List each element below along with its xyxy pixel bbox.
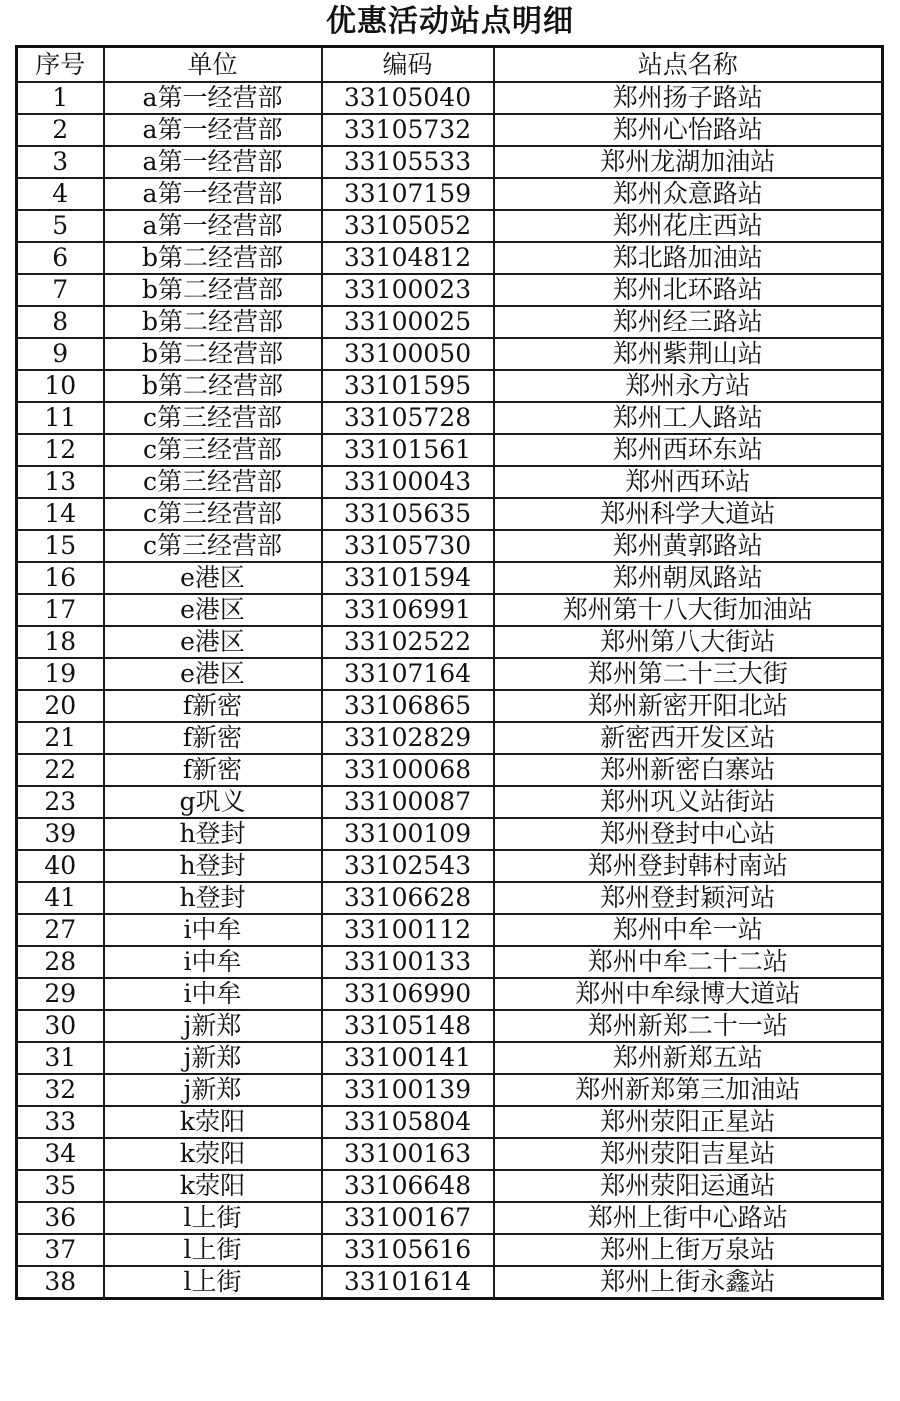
cell-unit: j新郑 (104, 1042, 322, 1074)
table-row (17, 498, 883, 530)
cell-code: 33100163 (322, 1138, 494, 1170)
cell-unit: e港区 (104, 594, 322, 626)
table-row (17, 914, 883, 946)
cell-seq: 16 (17, 562, 104, 594)
cell-code: 33105635 (322, 498, 494, 530)
cell-seq: 1 (17, 82, 104, 114)
cell-unit: f新密 (104, 754, 322, 786)
table-row (17, 1010, 883, 1042)
cell-unit: l上街 (104, 1234, 322, 1266)
table-row (17, 1106, 883, 1138)
table-row (17, 722, 883, 754)
cell-name: 郑州花庄西站 (494, 210, 883, 242)
cell-code: 33105052 (322, 210, 494, 242)
cell-name: 郑州科学大道站 (494, 498, 883, 530)
cell-name: 郑州第八大街站 (494, 626, 883, 658)
column-header-code: 编码 (322, 47, 494, 83)
cell-seq: 4 (17, 178, 104, 210)
cell-seq: 30 (17, 1010, 104, 1042)
cell-name: 郑州中牟一站 (494, 914, 883, 946)
cell-code: 33101594 (322, 562, 494, 594)
cell-unit: c第三经营部 (104, 498, 322, 530)
cell-code: 33105728 (322, 402, 494, 434)
table-row (17, 1074, 883, 1106)
cell-unit: b第二经营部 (104, 306, 322, 338)
cell-seq: 5 (17, 210, 104, 242)
table-row (17, 818, 883, 850)
cell-unit: c第三经营部 (104, 466, 322, 498)
cell-name: 郑州扬子路站 (494, 82, 883, 114)
cell-seq: 7 (17, 274, 104, 306)
cell-name: 郑州荥阳正星站 (494, 1106, 883, 1138)
table-row (17, 1202, 883, 1234)
cell-name: 郑州第十八大街加油站 (494, 594, 883, 626)
cell-seq: 10 (17, 370, 104, 402)
cell-code: 33102522 (322, 626, 494, 658)
table-row (17, 530, 883, 562)
table-row (17, 178, 883, 210)
table-row (17, 306, 883, 338)
table-row (17, 274, 883, 306)
cell-seq: 39 (17, 818, 104, 850)
cell-code: 33102829 (322, 722, 494, 754)
cell-unit: f新密 (104, 722, 322, 754)
cell-code: 33100167 (322, 1202, 494, 1234)
cell-unit: i中牟 (104, 914, 322, 946)
cell-unit: k荥阳 (104, 1106, 322, 1138)
cell-seq: 13 (17, 466, 104, 498)
cell-code: 33100025 (322, 306, 494, 338)
table-row (17, 786, 883, 818)
cell-name: 郑州龙湖加油站 (494, 146, 883, 178)
cell-seq: 20 (17, 690, 104, 722)
table-row (17, 1234, 883, 1266)
cell-unit: j新郑 (104, 1010, 322, 1042)
cell-seq: 36 (17, 1202, 104, 1234)
cell-name: 郑州上街万泉站 (494, 1234, 883, 1266)
cell-code: 33106628 (322, 882, 494, 914)
header-row (17, 47, 883, 83)
cell-unit: i中牟 (104, 978, 322, 1010)
cell-code: 33100043 (322, 466, 494, 498)
table-row (17, 594, 883, 626)
cell-unit: a第一经营部 (104, 82, 322, 114)
cell-seq: 22 (17, 754, 104, 786)
cell-seq: 6 (17, 242, 104, 274)
cell-unit: b第二经营部 (104, 274, 322, 306)
cell-name: 郑州经三路站 (494, 306, 883, 338)
cell-unit: l上街 (104, 1266, 322, 1299)
cell-seq: 34 (17, 1138, 104, 1170)
cell-code: 33106991 (322, 594, 494, 626)
cell-name: 郑州上街永鑫站 (494, 1266, 883, 1299)
cell-name: 郑州荥阳运通站 (494, 1170, 883, 1202)
table-row (17, 338, 883, 370)
cell-unit: b第二经营部 (104, 338, 322, 370)
cell-name: 郑州新密白寨站 (494, 754, 883, 786)
cell-unit: k荥阳 (104, 1170, 322, 1202)
table-row (17, 946, 883, 978)
cell-seq: 40 (17, 850, 104, 882)
table-row (17, 626, 883, 658)
column-header-unit: 单位 (104, 47, 322, 83)
cell-seq: 19 (17, 658, 104, 690)
cell-unit: c第三经营部 (104, 530, 322, 562)
column-header-seq: 序号 (17, 47, 104, 83)
cell-unit: c第三经营部 (104, 402, 322, 434)
table-row (17, 82, 883, 114)
cell-unit: b第二经营部 (104, 242, 322, 274)
table-row (17, 370, 883, 402)
cell-code: 33101595 (322, 370, 494, 402)
cell-name: 郑州黄郭路站 (494, 530, 883, 562)
cell-unit: e港区 (104, 658, 322, 690)
cell-seq: 9 (17, 338, 104, 370)
cell-code: 33106865 (322, 690, 494, 722)
table-row (17, 658, 883, 690)
station-table (15, 45, 884, 1300)
cell-name: 郑州中牟绿博大道站 (494, 978, 883, 1010)
cell-seq: 35 (17, 1170, 104, 1202)
cell-name: 郑州新郑五站 (494, 1042, 883, 1074)
cell-name: 郑州北环路站 (494, 274, 883, 306)
cell-name: 郑州朝凤路站 (494, 562, 883, 594)
cell-unit: a第一经营部 (104, 114, 322, 146)
cell-code: 33100139 (322, 1074, 494, 1106)
cell-code: 33100068 (322, 754, 494, 786)
table-row (17, 978, 883, 1010)
cell-seq: 37 (17, 1234, 104, 1266)
table-row (17, 242, 883, 274)
cell-unit: c第三经营部 (104, 434, 322, 466)
cell-name: 郑州中牟二十二站 (494, 946, 883, 978)
table-row (17, 850, 883, 882)
cell-name: 郑州紫荆山站 (494, 338, 883, 370)
cell-code: 33106648 (322, 1170, 494, 1202)
cell-name: 郑州登封颖河站 (494, 882, 883, 914)
table-row (17, 1042, 883, 1074)
table-row (17, 882, 883, 914)
cell-unit: k荥阳 (104, 1138, 322, 1170)
cell-unit: e港区 (104, 626, 322, 658)
cell-name: 郑州荥阳吉星站 (494, 1138, 883, 1170)
cell-name: 郑州第二十三大街 (494, 658, 883, 690)
cell-name: 郑州新郑二十一站 (494, 1010, 883, 1042)
cell-name: 郑州工人路站 (494, 402, 883, 434)
cell-code: 33100109 (322, 818, 494, 850)
cell-seq: 27 (17, 914, 104, 946)
cell-name: 郑州新密开阳北站 (494, 690, 883, 722)
table-row (17, 434, 883, 466)
cell-seq: 38 (17, 1266, 104, 1299)
cell-name: 郑州永方站 (494, 370, 883, 402)
cell-seq: 17 (17, 594, 104, 626)
cell-name: 郑州巩义站街站 (494, 786, 883, 818)
cell-name: 郑州西环站 (494, 466, 883, 498)
cell-code: 33105533 (322, 146, 494, 178)
cell-seq: 33 (17, 1106, 104, 1138)
cell-code: 33105148 (322, 1010, 494, 1042)
cell-seq: 41 (17, 882, 104, 914)
cell-name: 郑州众意路站 (494, 178, 883, 210)
table-row (17, 754, 883, 786)
cell-seq: 18 (17, 626, 104, 658)
cell-unit: g巩义 (104, 786, 322, 818)
cell-seq: 31 (17, 1042, 104, 1074)
cell-unit: h登封 (104, 850, 322, 882)
cell-code: 33101614 (322, 1266, 494, 1299)
cell-code: 33100133 (322, 946, 494, 978)
cell-code: 33107164 (322, 658, 494, 690)
cell-name: 郑州新郑第三加油站 (494, 1074, 883, 1106)
cell-code: 33104812 (322, 242, 494, 274)
table-row (17, 1170, 883, 1202)
cell-unit: a第一经营部 (104, 210, 322, 242)
cell-seq: 29 (17, 978, 104, 1010)
table-row (17, 562, 883, 594)
cell-name: 郑州登封韩村南站 (494, 850, 883, 882)
cell-name: 新密西开发区站 (494, 722, 883, 754)
column-header-name: 站点名称 (494, 47, 883, 83)
cell-unit: a第一经营部 (104, 178, 322, 210)
cell-name: 郑州心怡路站 (494, 114, 883, 146)
cell-code: 33101561 (322, 434, 494, 466)
cell-seq: 11 (17, 402, 104, 434)
cell-seq: 15 (17, 530, 104, 562)
cell-unit: h登封 (104, 818, 322, 850)
cell-unit: b第二经营部 (104, 370, 322, 402)
cell-code: 33105616 (322, 1234, 494, 1266)
cell-code: 33100112 (322, 914, 494, 946)
cell-unit: j新郑 (104, 1074, 322, 1106)
cell-seq: 28 (17, 946, 104, 978)
cell-code: 33100087 (322, 786, 494, 818)
cell-code: 33100023 (322, 274, 494, 306)
cell-code: 33102543 (322, 850, 494, 882)
cell-seq: 2 (17, 114, 104, 146)
cell-seq: 8 (17, 306, 104, 338)
cell-seq: 21 (17, 722, 104, 754)
cell-name: 郑州西环东站 (494, 434, 883, 466)
cell-unit: i中牟 (104, 946, 322, 978)
cell-code: 33107159 (322, 178, 494, 210)
cell-unit: e港区 (104, 562, 322, 594)
table-row (17, 1266, 883, 1299)
table-row (17, 210, 883, 242)
cell-name: 郑州上街中心路站 (494, 1202, 883, 1234)
cell-code: 33105732 (322, 114, 494, 146)
cell-code: 33105804 (322, 1106, 494, 1138)
cell-code: 33100141 (322, 1042, 494, 1074)
table-row (17, 690, 883, 722)
cell-seq: 14 (17, 498, 104, 530)
table-row (17, 466, 883, 498)
cell-name: 郑州登封中心站 (494, 818, 883, 850)
table-row (17, 1138, 883, 1170)
cell-code: 33105730 (322, 530, 494, 562)
document-title: 优惠活动站点明细 (326, 4, 574, 39)
table-row (17, 114, 883, 146)
cell-unit: a第一经营部 (104, 146, 322, 178)
table-body (17, 82, 883, 1299)
cell-code: 33100050 (322, 338, 494, 370)
cell-code: 33106990 (322, 978, 494, 1010)
cell-seq: 12 (17, 434, 104, 466)
cell-unit: h登封 (104, 882, 322, 914)
table-row (17, 402, 883, 434)
cell-code: 33105040 (322, 82, 494, 114)
table-row (17, 146, 883, 178)
cell-seq: 32 (17, 1074, 104, 1106)
table-header (17, 47, 883, 83)
cell-unit: l上街 (104, 1202, 322, 1234)
cell-name: 郑北路加油站 (494, 242, 883, 274)
cell-unit: f新密 (104, 690, 322, 722)
cell-seq: 23 (17, 786, 104, 818)
cell-seq: 3 (17, 146, 104, 178)
